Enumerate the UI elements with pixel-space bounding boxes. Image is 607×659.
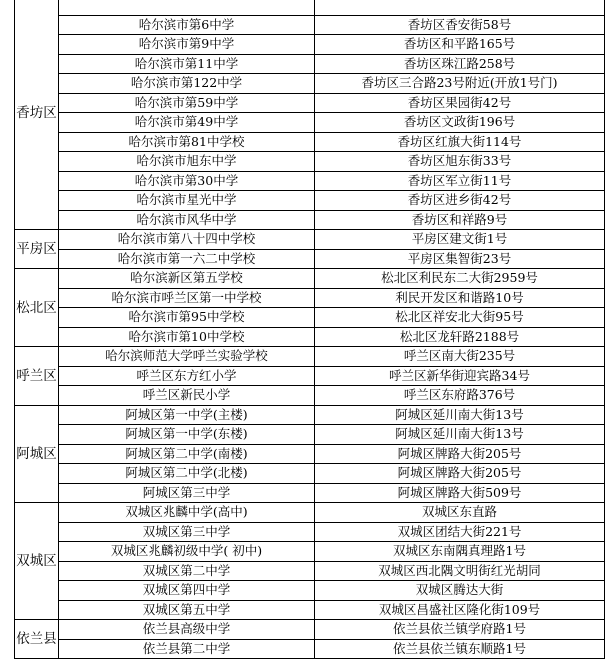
address-cell: 阿城区延川南大街13号	[315, 425, 605, 445]
school-cell: 哈尔滨市第95中学校	[59, 308, 315, 328]
address-cell: 香坊区文政街196号	[315, 113, 605, 133]
address-cell: 平房区建文街1号	[315, 230, 605, 250]
school-cell: 哈尔滨市第30中学	[59, 171, 315, 191]
table-row	[15, 35, 605, 55]
school-cell: 依兰县高级中学	[59, 620, 315, 640]
address-cell: 阿城区牌路大街205号	[315, 464, 605, 484]
school-cell: 阿城区第二中学(南楼)	[59, 444, 315, 464]
table-row	[15, 113, 605, 133]
table-row	[15, 347, 605, 367]
address-cell: 香坊区进乡街42号	[315, 191, 605, 211]
table-row	[15, 308, 605, 328]
address-cell: 双城区昌盛社区隆化街109号	[315, 600, 605, 620]
address-cell: 香坊区旭东街33号	[315, 152, 605, 172]
exam-site-table	[14, 0, 605, 659]
table-row	[15, 522, 605, 542]
school-cell: 双城区兆麟中学(高中)	[59, 503, 315, 523]
district-cell: 依兰县	[15, 620, 59, 659]
address-cell	[315, 0, 605, 15]
table-row	[15, 561, 605, 581]
address-cell: 依兰县依兰镇学府路1号	[315, 620, 605, 640]
address-cell: 阿城区延川南大街13号	[315, 405, 605, 425]
table-row	[15, 54, 605, 74]
table-row	[15, 581, 605, 601]
address-cell: 香坊区果园街42号	[315, 93, 605, 113]
school-cell: 双城区第四中学	[59, 581, 315, 601]
table-row	[15, 0, 605, 15]
table-row	[15, 15, 605, 35]
school-cell: 双城区第二中学	[59, 561, 315, 581]
table-row	[15, 405, 605, 425]
table-row	[15, 503, 605, 523]
address-cell: 松北区龙轩路2188号	[315, 327, 605, 347]
school-cell: 呼兰区新民小学	[59, 386, 315, 406]
school-cell: 哈尔滨市星光中学	[59, 191, 315, 211]
district-cell: 双城区	[15, 503, 59, 620]
school-cell: 阿城区第二中学(北楼)	[59, 464, 315, 484]
table-row	[15, 93, 605, 113]
school-cell: 双城区第三中学	[59, 522, 315, 542]
school-cell: 双城区兆麟初级中学( 初中)	[59, 542, 315, 562]
address-cell: 呼兰区东府路376号	[315, 386, 605, 406]
table-row	[15, 464, 605, 484]
address-cell: 松北区利民东二大街2959号	[315, 269, 605, 289]
address-cell: 香坊区红旗大街114号	[315, 132, 605, 152]
address-cell: 双城区腾达大街	[315, 581, 605, 601]
address-cell: 双城区东南隅真理路1号	[315, 542, 605, 562]
table-row	[15, 444, 605, 464]
table-row	[15, 542, 605, 562]
district-cell: 香坊区	[15, 0, 59, 230]
district-cell: 呼兰区	[15, 347, 59, 406]
school-cell: 呼兰区东方红小学	[59, 366, 315, 386]
school-cell: 双城区第五中学	[59, 600, 315, 620]
address-cell: 平房区集智街23号	[315, 249, 605, 269]
table-row	[15, 152, 605, 172]
school-cell: 哈尔滨市第八十四中学校	[59, 230, 315, 250]
address-cell: 阿城区牌路大街205号	[315, 444, 605, 464]
school-cell: 哈尔滨市第81中学校	[59, 132, 315, 152]
school-cell: 阿城区第一中学(主楼)	[59, 405, 315, 425]
table-row	[15, 132, 605, 152]
address-cell: 香坊区和平路165号	[315, 35, 605, 55]
school-cell: 哈尔滨市呼兰区第一中学校	[59, 288, 315, 308]
school-cell: 阿城区第三中学	[59, 483, 315, 503]
address-cell: 依兰县依兰镇东顺路1号	[315, 639, 605, 659]
address-cell: 香坊区军立街11号	[315, 171, 605, 191]
table-row	[15, 249, 605, 269]
school-cell: 哈尔滨市第6中学	[59, 15, 315, 35]
address-cell: 香坊区和祥路9号	[315, 210, 605, 230]
address-cell: 呼兰区南大街235号	[315, 347, 605, 367]
address-cell: 阿城区牌路大街509号	[315, 483, 605, 503]
school-cell: 哈尔滨师范大学呼兰实验学校	[59, 347, 315, 367]
school-cell: 哈尔滨新区第五学校	[59, 269, 315, 289]
school-cell: 哈尔滨市第11中学	[59, 54, 315, 74]
school-cell	[59, 0, 315, 15]
school-cell: 哈尔滨市第122中学	[59, 74, 315, 94]
address-cell: 香坊区珠江路258号	[315, 54, 605, 74]
table-row	[15, 269, 605, 289]
table-row	[15, 288, 605, 308]
district-cell: 平房区	[15, 230, 59, 269]
district-cell: 阿城区	[15, 405, 59, 503]
table-row	[15, 230, 605, 250]
school-cell: 哈尔滨市第10中学校	[59, 327, 315, 347]
table-row	[15, 327, 605, 347]
school-cell: 哈尔滨市风华中学	[59, 210, 315, 230]
table-row	[15, 366, 605, 386]
table-row	[15, 386, 605, 406]
school-cell: 哈尔滨市第9中学	[59, 35, 315, 55]
address-cell: 双城区团结大街221号	[315, 522, 605, 542]
table-row	[15, 620, 605, 640]
school-cell: 哈尔滨市第49中学	[59, 113, 315, 133]
table-row	[15, 425, 605, 445]
table-row	[15, 74, 605, 94]
school-cell: 哈尔滨市第59中学	[59, 93, 315, 113]
exam-site-table-body	[15, 0, 605, 659]
table-row	[15, 483, 605, 503]
table-row	[15, 210, 605, 230]
address-cell: 松北区祥安北大街95号	[315, 308, 605, 328]
address-cell: 呼兰区新华街迎宾路34号	[315, 366, 605, 386]
school-cell: 依兰县第二中学	[59, 639, 315, 659]
address-cell: 双城区东直路	[315, 503, 605, 523]
district-cell: 松北区	[15, 269, 59, 347]
address-cell: 香坊区香安街58号	[315, 15, 605, 35]
table-row	[15, 191, 605, 211]
table-row	[15, 600, 605, 620]
school-cell: 阿城区第一中学(东楼)	[59, 425, 315, 445]
school-cell: 哈尔滨市第一六二中学校	[59, 249, 315, 269]
school-cell: 哈尔滨市旭东中学	[59, 152, 315, 172]
table-row	[15, 171, 605, 191]
table-row	[15, 639, 605, 659]
address-cell: 利民开发区和谐路10号	[315, 288, 605, 308]
address-cell: 香坊区三合路23号附近(开放1号门)	[315, 74, 605, 94]
address-cell: 双城区西北隅文明街红光胡同	[315, 561, 605, 581]
